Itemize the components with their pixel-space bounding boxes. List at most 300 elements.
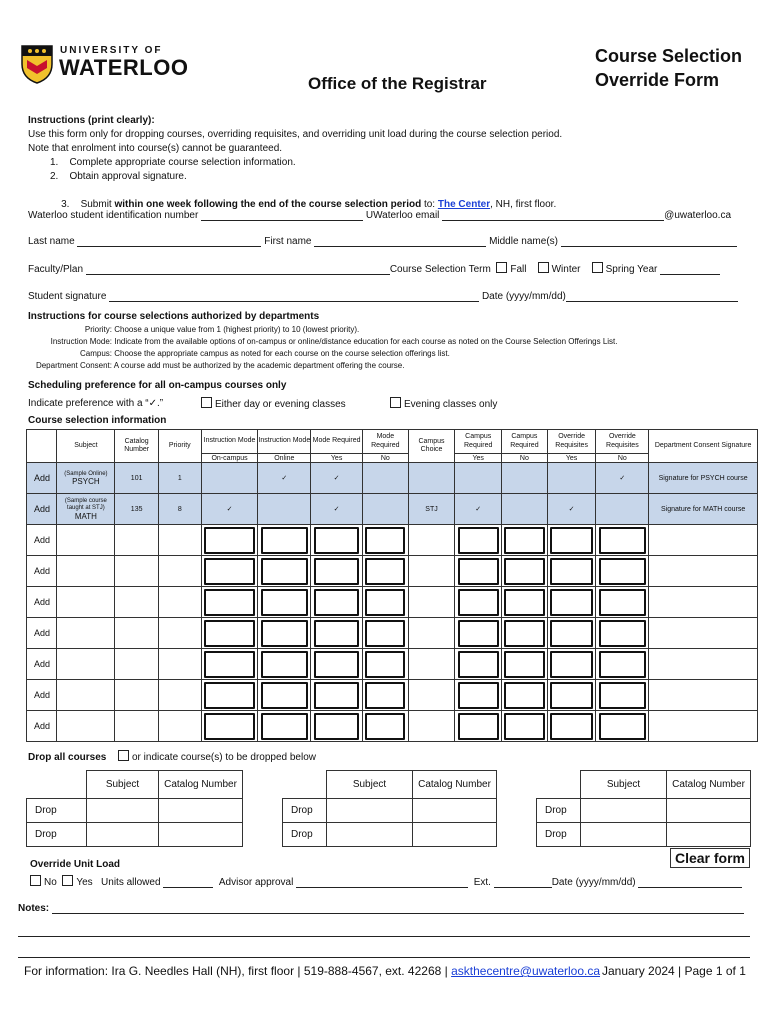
example-catalog: 135 [115,494,159,525]
checkbox-cell [455,587,502,618]
checkbox-cell [596,649,649,680]
winter-checkbox[interactable] [538,262,549,273]
instructions-step2: 2. Obtain approval signature. [50,171,187,182]
example-subject-code: MATH [74,511,97,521]
checkbox-cell [311,525,363,556]
example-override-no: ✓ [596,463,649,494]
course-input-cell[interactable] [649,525,758,556]
option-checkbox[interactable] [458,558,499,585]
option-checkbox[interactable] [365,713,405,740]
example-subject-code: PSYCH [72,476,100,486]
checkbox-cell [258,680,311,711]
header-consent: Department Consent Signature [649,430,758,463]
override-no-checkbox[interactable] [30,875,41,886]
table-header-row [27,430,758,454]
email-label: UWaterloo email [365,210,440,221]
middle-name-field[interactable] [561,237,737,247]
course-input-cell[interactable] [408,618,455,649]
option-checkbox[interactable] [504,527,544,554]
university-line2: WATERLOO [59,55,189,80]
example-campus-no [502,494,548,525]
form-title-line2: Override Form [595,70,720,90]
checkbox-cell [201,680,258,711]
option-checkbox[interactable] [261,620,308,647]
course-input-cell[interactable] [158,649,201,680]
footer-info [24,964,600,978]
course-input-cell[interactable] [158,618,201,649]
middle-name-label: Middle name(s) [489,236,558,247]
checkbox-cell [502,587,548,618]
dept-row-consent [28,360,618,372]
option-checkbox[interactable] [365,558,405,585]
faculty-label: Faculty/Plan [28,264,84,275]
option-checkbox[interactable] [365,682,405,709]
ext-field[interactable] [494,878,552,888]
option-checkbox[interactable] [204,589,254,616]
course-input-cell[interactable] [158,587,201,618]
option-checkbox[interactable] [204,558,254,585]
course-input-cell[interactable] [57,556,115,587]
course-input-cell[interactable] [408,556,455,587]
header-override-yes: Override Requisites [547,430,596,454]
dept-key: Campus: [79,349,112,358]
instructions-line2: Note that enrolment into course(s) cannot be guaranteed. [28,143,283,154]
checkbox-cell [502,680,548,711]
notes-row [18,903,748,914]
signature-row [28,291,742,302]
checkbox-cell [201,618,258,649]
option-checkbox[interactable] [550,682,593,709]
course-input-cell[interactable] [408,649,455,680]
option-checkbox[interactable] [504,651,544,678]
override-date-label: Date (yyyy/mm/dd) [551,877,636,888]
option-checkbox[interactable] [314,589,360,616]
fall-checkbox[interactable] [496,262,507,273]
header-override-no: Override Requisites [596,430,649,454]
name-row [28,236,740,247]
checkbox-cell [547,525,596,556]
option-checkbox[interactable] [550,713,593,740]
drop-blank [27,771,87,799]
option-checkbox[interactable] [550,527,593,554]
header-blank [27,430,57,463]
spring-label: Spring Year [605,264,658,275]
drop-subject-header: Subject [581,771,667,799]
drop-blank [283,771,327,799]
override-yes-checkbox[interactable] [62,875,73,886]
drop-subject-field[interactable] [327,823,413,847]
instructions-heading: Instructions (print clearly): [28,115,155,126]
example-override-yes: ✓ [547,494,596,525]
course-input-cell[interactable] [158,680,201,711]
checkbox-cell [455,649,502,680]
example-online: ✓ [258,463,311,494]
either-checkbox[interactable] [201,397,212,408]
course-selection-table [26,429,758,742]
date-field[interactable] [566,292,738,302]
course-input-cell[interactable] [408,587,455,618]
option-checkbox[interactable] [261,682,308,709]
checkbox-cell [311,587,363,618]
checkbox-cell [258,525,311,556]
form-title [595,44,742,92]
dept-value: Indicate from the available options of on-campus or online/distance education for each course as noted on the Course Selection Offerings List. [114,337,618,346]
course-input-cell[interactable] [649,711,758,742]
option-checkbox[interactable] [365,620,405,647]
fall-label: Fall [510,264,527,275]
option-checkbox[interactable] [314,527,360,554]
example-mode-yes: ✓ [311,463,363,494]
the-center-link[interactable]: The Center [437,199,491,210]
header-mode-required-yes: Mode Required [311,430,363,454]
checkbox-cell [596,556,649,587]
checkbox-cell [596,711,649,742]
drop-catalog-header: Catalog Number [159,771,243,799]
footer-page: January 2024 | Page 1 of 1 [602,964,746,978]
clear-form-button[interactable]: Clear form [670,848,750,868]
example-row-math [27,494,758,525]
university-logo [20,44,189,86]
step3-pre: 3. Submit [61,199,115,210]
option-checkbox[interactable] [314,620,360,647]
course-input-cell[interactable] [649,556,758,587]
drop-subject-field[interactable] [581,823,667,847]
drop-indicate [118,750,316,763]
advisor-label: Advisor approval [218,877,294,888]
footer-text: For information: Ira G. Needles Hall (NH), first floor | 519-888-4567, ext. 42268 | [24,964,452,978]
add-course-row [27,587,758,618]
override-row [30,875,754,888]
checkbox-cell [363,525,409,556]
course-input-cell[interactable] [115,649,159,680]
drop-catalog-field[interactable] [159,823,243,847]
checkbox-cell [547,680,596,711]
option-checkbox[interactable] [504,682,544,709]
sub-override-yes: Yes [547,454,596,463]
option-checkbox[interactable] [599,620,646,647]
course-input-cell[interactable] [115,711,159,742]
example-note: (Sample course taught at STJ) [64,497,107,511]
option-checkbox[interactable] [458,620,499,647]
notes-field-1[interactable] [52,904,744,914]
checkbox-cell [363,649,409,680]
override-yes-label: Yes [76,877,93,888]
option-checkbox[interactable] [504,589,544,616]
option-checkbox[interactable] [550,620,593,647]
option-checkbox[interactable] [504,558,544,585]
checkbox-cell [201,649,258,680]
example-priority: 8 [158,494,201,525]
units-field[interactable] [163,878,213,888]
header-priority: Priority [158,430,201,463]
row-action: Add [27,525,57,556]
checkbox-cell [311,649,363,680]
either-option [201,397,346,410]
drop-subject-field[interactable] [327,799,413,823]
add-course-row [27,711,758,742]
course-input-cell[interactable] [57,711,115,742]
example-campus-yes: ✓ [455,494,502,525]
example-override-no [596,494,649,525]
option-checkbox[interactable] [599,558,646,585]
first-name-field[interactable] [314,237,486,247]
option-checkbox[interactable] [365,651,405,678]
checkbox-cell [455,556,502,587]
evening-label: Evening classes only [404,399,498,410]
example-oncampus [201,463,258,494]
course-input-cell[interactable] [649,680,758,711]
checkbox-cell [455,711,502,742]
checkbox-cell [596,587,649,618]
checkbox-cell [363,680,409,711]
option-checkbox[interactable] [314,651,360,678]
course-input-cell[interactable] [115,680,159,711]
course-input-cell[interactable] [158,525,201,556]
drop-subject-field[interactable] [87,823,159,847]
option-checkbox[interactable] [204,527,254,554]
option-checkbox[interactable] [550,589,593,616]
option-checkbox[interactable] [550,651,593,678]
option-checkbox[interactable] [458,527,499,554]
course-input-cell[interactable] [115,525,159,556]
footer-email-link[interactable]: askthecentre@uwaterloo.ca [451,964,601,978]
instructions-step1: 1. Complete appropriate course selection information. [50,157,296,168]
student-id-label: Waterloo student identification number [28,210,199,221]
dept-key: Department Consent: [35,361,112,370]
dept-value: Choose a unique value from 1 (highest priority) to 10 (lowest priority). [114,325,360,334]
option-checkbox[interactable] [261,527,308,554]
drop-label: Drop [283,799,327,823]
header-campus-required-no: Campus Required [502,430,548,454]
option-checkbox[interactable] [261,713,308,740]
example-subject [57,494,115,525]
dept-value: Choose the appropriate campus as noted for each course on the course selection offerings list. [114,349,450,358]
faculty-field[interactable] [86,265,390,275]
checkbox-cell [547,711,596,742]
option-checkbox[interactable] [261,558,308,585]
course-input-cell[interactable] [115,618,159,649]
drop-catalog-field[interactable] [667,823,751,847]
scheduling-indicate: Indicate preference with a “✓.” [28,398,164,409]
example-online [258,494,311,525]
course-input-cell[interactable] [649,649,758,680]
spring-checkbox[interactable] [592,262,603,273]
course-input-cell[interactable] [57,649,115,680]
dept-row-priority [28,324,618,336]
last-name-field[interactable] [77,237,261,247]
course-input-cell[interactable] [649,618,758,649]
option-checkbox[interactable] [314,558,360,585]
checkbox-cell [258,618,311,649]
header-subject: Subject [57,430,115,463]
example-note: (Sample Online) [64,470,108,477]
option-checkbox[interactable] [458,589,499,616]
option-checkbox[interactable] [550,558,593,585]
checkbox-cell [311,711,363,742]
option-checkbox[interactable] [504,620,544,647]
row-action: Add [27,618,57,649]
footer-divider [18,957,750,958]
drop-label: Drop [283,823,327,847]
sub-oncampus: On-campus [201,454,258,463]
option-checkbox[interactable] [204,620,254,647]
drop-subject-field[interactable] [87,799,159,823]
option-checkbox[interactable] [458,682,499,709]
checkbox-cell [502,525,548,556]
option-checkbox[interactable] [458,713,499,740]
evening-checkbox[interactable] [390,397,401,408]
university-line1: UNIVERSITY OF [60,45,163,56]
notes-label: Notes: [18,903,50,914]
course-input-cell[interactable] [158,556,201,587]
sub-override-no: No [596,454,649,463]
course-input-cell[interactable] [57,680,115,711]
checkbox-cell [201,556,258,587]
checkbox-cell [547,618,596,649]
row-action: Add [27,494,57,525]
course-input-cell[interactable] [115,587,159,618]
checkbox-cell [502,618,548,649]
date-label: Date (yyyy/mm/dd) [481,291,566,302]
advisor-field[interactable] [296,878,468,888]
checkbox-cell [363,587,409,618]
option-checkbox[interactable] [204,651,254,678]
example-campus [408,463,455,494]
notes-field-2[interactable] [18,936,750,937]
option-checkbox[interactable] [365,527,405,554]
add-course-row [27,680,758,711]
option-checkbox[interactable] [599,682,646,709]
sub-campus-yes: Yes [455,454,502,463]
email-field[interactable] [442,211,664,221]
option-checkbox[interactable] [261,589,308,616]
checkbox-cell [502,711,548,742]
checkbox-cell [547,587,596,618]
option-checkbox[interactable] [365,589,405,616]
drop-catalog-header: Catalog Number [667,771,751,799]
drop-catalog-field[interactable] [667,799,751,823]
header-catalog: Catalog Number [115,430,159,463]
form-title-line1: Course Selection [595,46,743,66]
option-checkbox[interactable] [204,713,254,740]
dept-key: Instruction Mode: [50,337,112,346]
checkbox-cell [596,680,649,711]
option-checkbox[interactable] [204,682,254,709]
course-input-cell[interactable] [649,587,758,618]
signature-label: Student signature [28,291,107,302]
course-input-cell[interactable] [115,556,159,587]
drop-all-heading: Drop all courses [28,752,107,763]
drop-catalog-field[interactable] [159,799,243,823]
course-input-cell[interactable] [57,587,115,618]
course-input-cell[interactable] [57,618,115,649]
option-checkbox[interactable] [599,589,646,616]
example-priority: 1 [158,463,201,494]
option-checkbox[interactable] [458,651,499,678]
option-checkbox[interactable] [314,682,360,709]
drop-table-2 [282,770,497,847]
option-checkbox[interactable] [314,713,360,740]
example-mode-no [363,494,409,525]
override-heading: Override Unit Load [30,859,121,870]
dept-instructions [28,324,618,372]
checkbox-cell [258,556,311,587]
checkbox-cell [596,525,649,556]
checkbox-cell [547,649,596,680]
scheduling-heading: Scheduling preference for all on-campus courses only [28,380,287,391]
dept-row-campus [28,348,618,360]
option-checkbox[interactable] [599,713,646,740]
example-oncampus: ✓ [201,494,258,525]
drop-label: Drop [537,799,581,823]
student-id-row [28,210,738,221]
checkbox-cell [363,556,409,587]
drop-catalog-field[interactable] [413,799,497,823]
office-title: Office of the Registrar [308,74,487,93]
override-date-field[interactable] [638,878,742,888]
checkbox-cell [311,680,363,711]
sub-mode-no: No [363,454,409,463]
course-input-cell[interactable] [408,680,455,711]
example-subject [57,463,115,494]
course-input-cell[interactable] [408,711,455,742]
add-course-row [27,649,758,680]
checkbox-cell [455,618,502,649]
course-input-cell[interactable] [57,525,115,556]
checkbox-cell [201,525,258,556]
example-consent: Signature for MATH course [649,494,758,525]
checkbox-cell [502,556,548,587]
signature-field[interactable] [109,292,479,302]
row-action: Add [27,649,57,680]
row-action: Add [27,680,57,711]
last-name-label: Last name [28,236,75,247]
drop-label: Drop [27,823,87,847]
example-row-psych [27,463,758,494]
course-input-cell[interactable] [158,711,201,742]
example-campus: STJ [408,494,455,525]
drop-subject-field[interactable] [581,799,667,823]
row-action: Add [27,587,57,618]
add-course-row [27,556,758,587]
course-input-cell[interactable] [408,525,455,556]
option-checkbox[interactable] [504,713,544,740]
spring-year-field[interactable] [660,265,720,275]
units-label: Units allowed [101,877,161,888]
drop-subject-header: Subject [327,771,413,799]
option-checkbox[interactable] [599,527,646,554]
add-course-row [27,618,758,649]
option-checkbox[interactable] [261,651,308,678]
drop-catalog-header: Catalog Number [413,771,497,799]
drop-catalog-field[interactable] [413,823,497,847]
drop-all-checkbox[interactable] [118,750,129,761]
sub-online: Online [258,454,311,463]
instructions-line1: Use this form only for dropping courses, overriding requisites, and overriding unit load during the course selection period. [28,129,563,140]
header-mode-online: Instruction Mode [258,430,311,454]
evening-option [390,397,497,410]
example-consent: Signature for PSYCH course [649,463,758,494]
ext-label: Ext. [473,877,491,888]
checkbox-cell [455,525,502,556]
drop-subject-header: Subject [87,771,159,799]
step3-to: to: [421,199,438,210]
option-checkbox[interactable] [599,651,646,678]
student-id-field[interactable] [201,211,363,221]
drop-table-3 [536,770,751,847]
add-course-row [27,525,758,556]
first-name-label: First name [264,236,312,247]
